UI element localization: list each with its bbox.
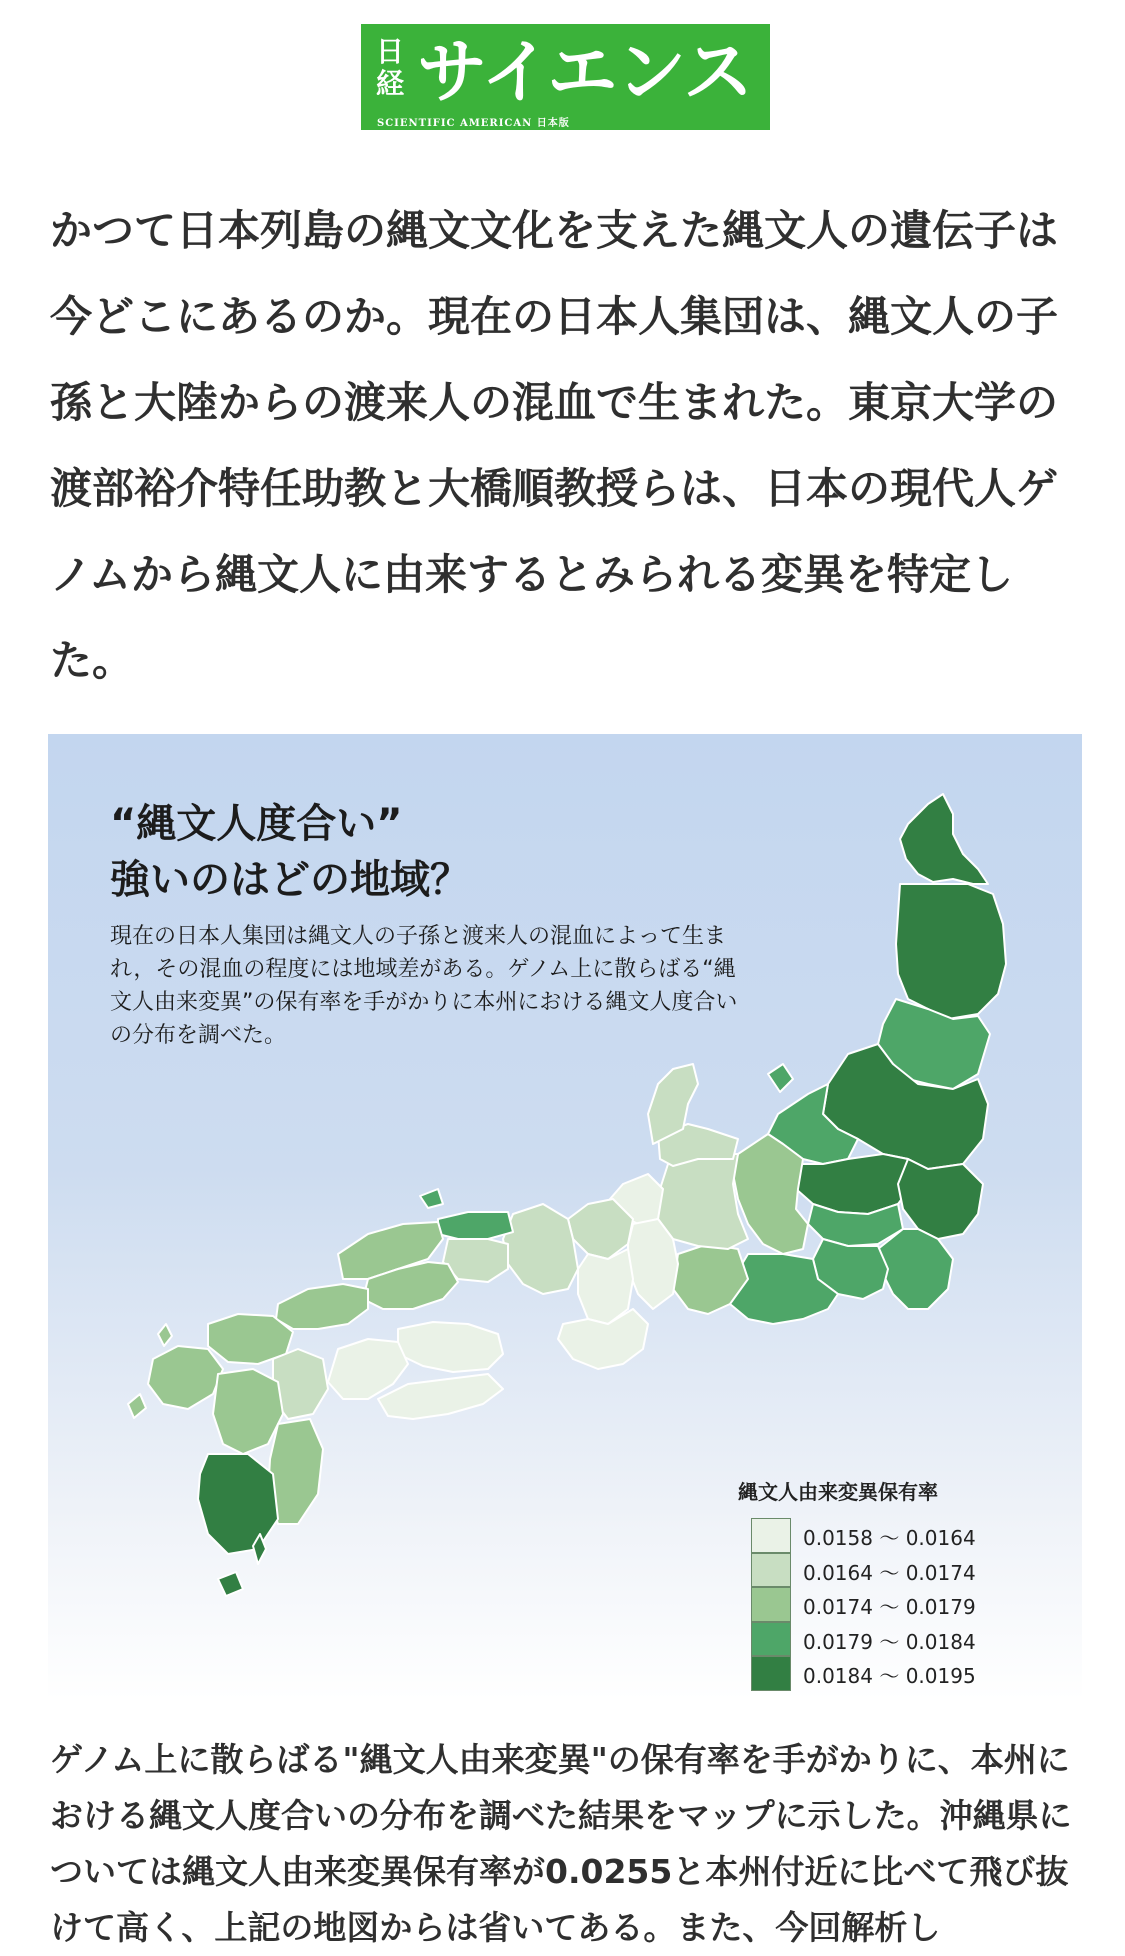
region-kagawa-tokushima	[398, 1322, 503, 1372]
region-kochi	[378, 1374, 503, 1419]
island-oki	[420, 1189, 443, 1208]
region-aomori	[900, 794, 988, 884]
region-tottori	[438, 1212, 513, 1239]
region-kagoshima	[198, 1454, 278, 1554]
legend-title: 縄文人由来変異保有率	[738, 1480, 938, 1504]
region-tokyo-chiba	[878, 1229, 953, 1309]
region-ibaraki	[898, 1159, 983, 1239]
region-hyogo	[503, 1204, 578, 1294]
legend-label: 0.0164 ～ 0.0174	[803, 1560, 976, 1585]
region-shiga-kyoto	[568, 1199, 633, 1259]
region-yamaguchi	[276, 1284, 368, 1329]
nikkei-science-logo[interactable]	[361, 24, 770, 130]
jomon-map-figure	[48, 734, 1082, 1700]
legend-swatch	[751, 1622, 791, 1657]
island-goto	[128, 1394, 146, 1418]
logo-subtitle: SCIENTIFIC AMERICAN 日本版	[377, 118, 570, 129]
legend-label: 0.0179 ～ 0.0184	[803, 1629, 976, 1654]
body-paragraph: ゲノム上に散らばる"縄文人由来変異"の保有率を手がかりに、本州における縄文人度合いの分布を調べた結果をマップに示した。沖縄県については縄文人由来変異保有率が0.0255と本州付近に比べて飛び抜けて高く、上記の地図からは省いてある。また、今回解析し	[50, 1740, 1072, 1947]
figure-title	[110, 796, 470, 908]
island-sado	[768, 1064, 793, 1092]
legend-label: 0.0174 ～ 0.0179	[803, 1595, 976, 1619]
island-tsushima	[158, 1324, 172, 1346]
region-gifu	[658, 1154, 748, 1249]
legend-label: 0.0158 ～ 0.0164	[803, 1526, 976, 1550]
lead-paragraph: かつて日本列島の縄文文化を支えた縄文人の遺伝子は今どこにあるのか。現在の日本人集団は、縄文人の子孫と大陸からの渡来人の混血で生まれた。東京大学の渡部裕介特任助教と大橋順教授らは、日本の現代人ゲノムから縄文人に由来するとみられる変異を特定した。	[50, 206, 1059, 685]
region-nara-osaka	[578, 1249, 633, 1324]
logo-nikkei-text: 日経	[375, 35, 404, 100]
legend-swatch	[751, 1518, 791, 1553]
logo-brand-text: サイエンス	[417, 31, 753, 113]
legend-swatch	[751, 1656, 791, 1691]
legend-swatch	[751, 1587, 791, 1622]
figure-description: 現在の日本人集団は縄文人の子孫と渡来人の混血によって生まれ，その混血の程度には地域差がある。ゲノム上に散らばる“縄文人由来変異”の保有率を手がかりに本州における縄文人度合いの分布を調べた。	[110, 924, 738, 1048]
region-iwate-akita	[896, 884, 1006, 1019]
legend-swatch	[751, 1553, 791, 1588]
region-kumamoto	[213, 1369, 283, 1454]
figure-title-line2: 強いのはどの地域？	[110, 857, 470, 903]
figure-title-line1: “縄文人度合い”	[110, 801, 403, 847]
island-yakushima	[218, 1572, 243, 1596]
region-saga-nagasaki	[148, 1346, 223, 1409]
legend-label: 0.0184 ～ 0.0195	[803, 1664, 976, 1688]
